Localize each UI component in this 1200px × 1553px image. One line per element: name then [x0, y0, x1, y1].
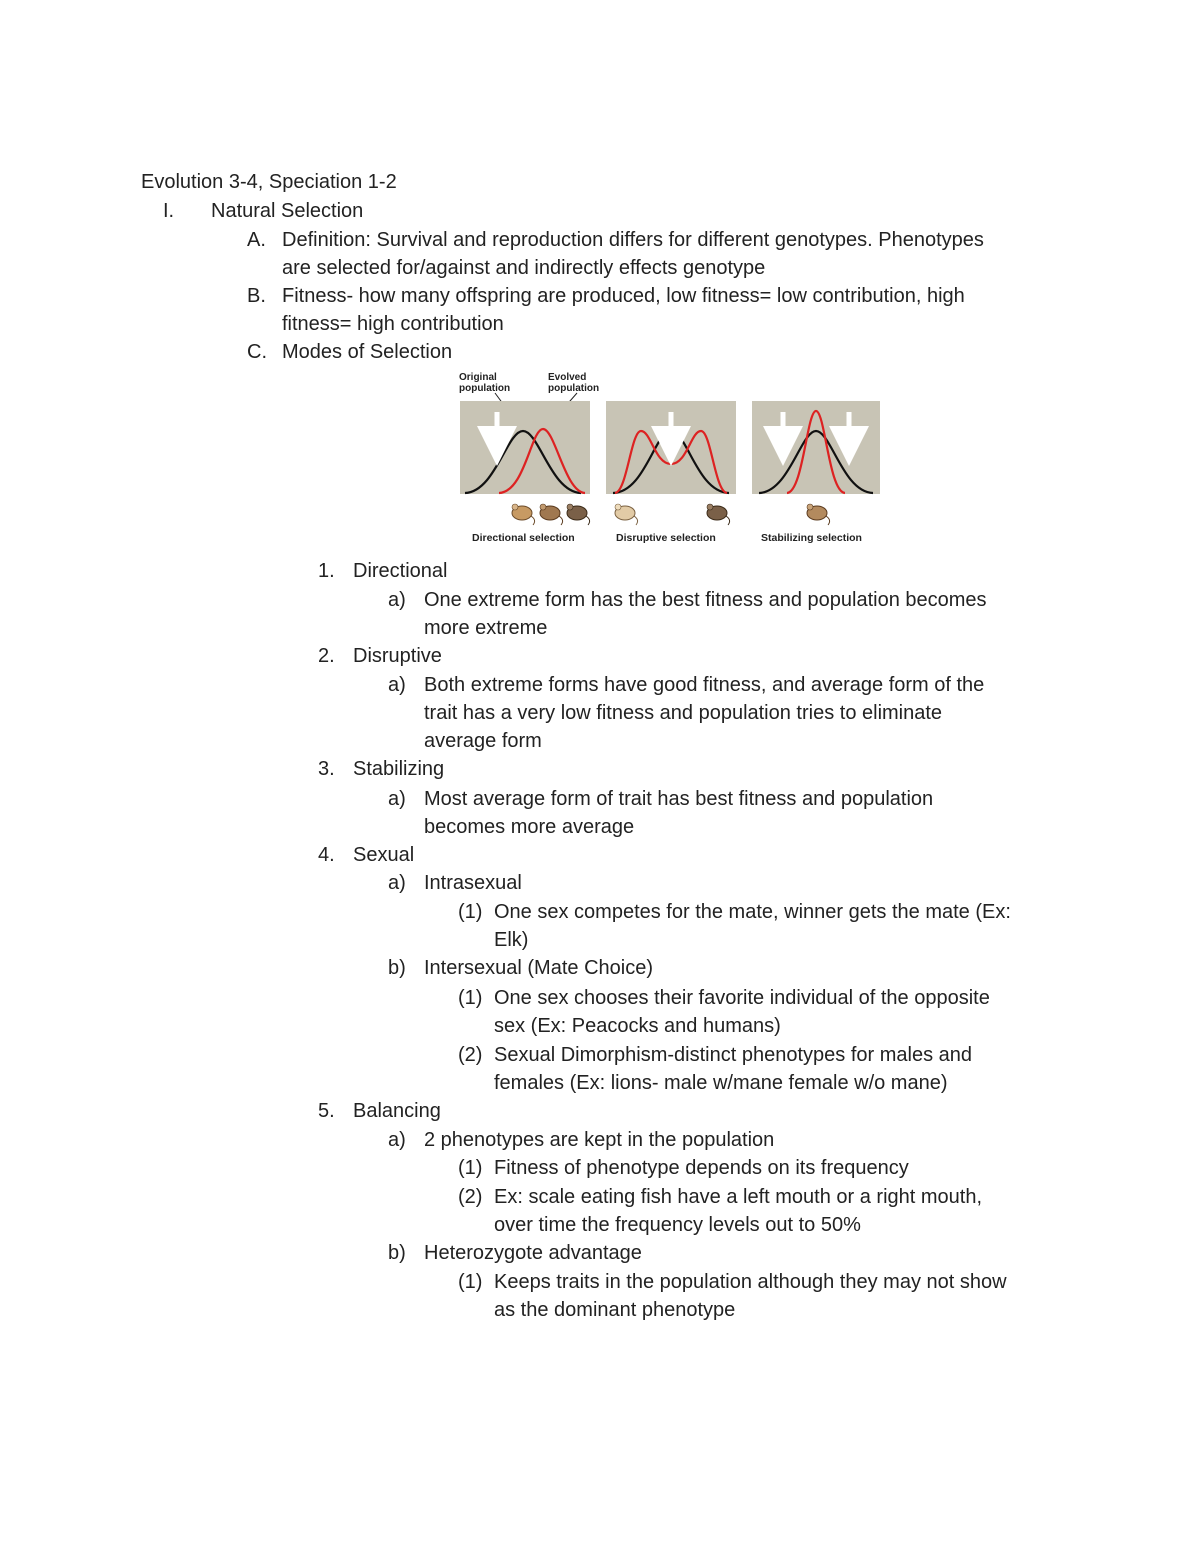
list-item-text: Most average form of trait has best fitness and population — [424, 788, 934, 810]
list-item-text: Both extreme forms have good fitness, and average form of the — [424, 674, 985, 696]
list-item-text: sex (Ex: Peacocks and humans) — [494, 1015, 781, 1037]
label-original-2: population — [459, 383, 511, 394]
list-item-text: Intrasexual — [424, 872, 522, 894]
list-item-text: Sexual — [353, 844, 415, 866]
list-item-text: Keeps traits in the population although they may not show — [494, 1271, 1007, 1293]
page-title: Evolution 3-4, Speciation 1-2 — [141, 171, 397, 193]
caption-directional: Directional selection — [472, 532, 575, 544]
list-marker: a) — [388, 1129, 406, 1151]
list-marker: 4. — [318, 844, 335, 866]
caption-stabilizing: Stabilizing selection — [761, 532, 862, 544]
list-item-text: Modes of Selection — [282, 341, 453, 363]
list-item-text: One sex competes for the mate, winner gets the mate (Ex: — [494, 901, 1011, 923]
selection-modes-figure — [455, 366, 885, 556]
list-marker: b) — [388, 957, 406, 979]
list-item-text: becomes more average — [424, 816, 635, 838]
list-item-text: One extreme form has the best fitness and population becomes — [424, 589, 987, 611]
list-marker: 5. — [318, 1100, 335, 1122]
list-marker: 1. — [318, 560, 335, 582]
list-marker: b) — [388, 1242, 406, 1264]
list-marker: a) — [388, 788, 406, 810]
label-evolved-1: Evolved — [548, 372, 587, 383]
mouse-icon — [807, 504, 830, 525]
list-item-text: Definition: Survival and reproduction differs for different genotypes. Phenotypes — [282, 229, 984, 251]
list-item-text: Heterozygote advantage — [424, 1242, 642, 1264]
list-marker: C. — [247, 341, 267, 363]
caption-disruptive: Disruptive selection — [616, 532, 716, 544]
list-marker: (2) — [458, 1044, 483, 1066]
list-marker: I. — [163, 200, 175, 222]
list-marker: (2) — [458, 1186, 483, 1208]
list-item-text: Disruptive — [353, 645, 442, 667]
mouse-icon — [707, 504, 730, 525]
mouse-icon — [540, 504, 563, 525]
list-item-text: Balancing — [353, 1100, 441, 1122]
list-item-text: are selected for/against and indirectly effects genotype — [282, 257, 766, 279]
label-evolved-2: population — [548, 383, 600, 394]
list-marker: (1) — [458, 901, 483, 923]
list-item-text: fitness= high contribution — [282, 313, 504, 335]
label-original-1: Original — [459, 372, 497, 383]
list-marker: 3. — [318, 758, 335, 780]
list-marker: 2. — [318, 645, 335, 667]
list-marker: a) — [388, 674, 406, 696]
list-item-text: Elk) — [494, 929, 529, 951]
list-item-text: 2 phenotypes are kept in the population — [424, 1129, 775, 1151]
list-item-text: Fitness of phenotype depends on its frequency — [494, 1157, 909, 1179]
list-item-text: average form — [424, 730, 542, 752]
list-marker: B. — [247, 285, 266, 307]
list-item-text: Stabilizing — [353, 758, 445, 780]
list-item-text: over time the frequency levels out to 50% — [494, 1214, 861, 1236]
list-marker: (1) — [458, 1157, 483, 1179]
list-item-text: Fitness- how many offspring are produced, low fitness= low contribution, high — [282, 285, 965, 307]
panel-stabilizing — [752, 401, 880, 494]
outline-heading-natural-selection: Natural Selection — [211, 200, 364, 222]
mouse-icon — [512, 504, 535, 525]
mouse-icon — [567, 504, 590, 525]
list-item-text: Intersexual (Mate Choice) — [424, 957, 653, 979]
list-item-text: One sex chooses their favorite individual of the opposite — [494, 987, 990, 1009]
list-item-text: trait has a very low fitness and population tries to eliminate — [424, 702, 943, 724]
mouse-icon — [615, 504, 638, 525]
list-item-text: Ex: scale eating fish have a left mouth or a right mouth, — [494, 1186, 983, 1208]
list-marker: (1) — [458, 1271, 483, 1293]
list-item-text: Directional — [353, 560, 448, 582]
list-marker: a) — [388, 589, 406, 611]
list-item-text: as the dominant phenotype — [494, 1299, 736, 1321]
list-item-text: females (Ex: lions- male w/mane female w/o mane) — [494, 1072, 948, 1094]
list-marker: (1) — [458, 987, 483, 1009]
list-item-text: more extreme — [424, 617, 548, 639]
list-marker: A. — [247, 229, 266, 251]
list-marker: a) — [388, 872, 406, 894]
selection-modes-diagram — [455, 366, 885, 556]
list-item-text: Sexual Dimorphism-distinct phenotypes for males and — [494, 1044, 972, 1066]
